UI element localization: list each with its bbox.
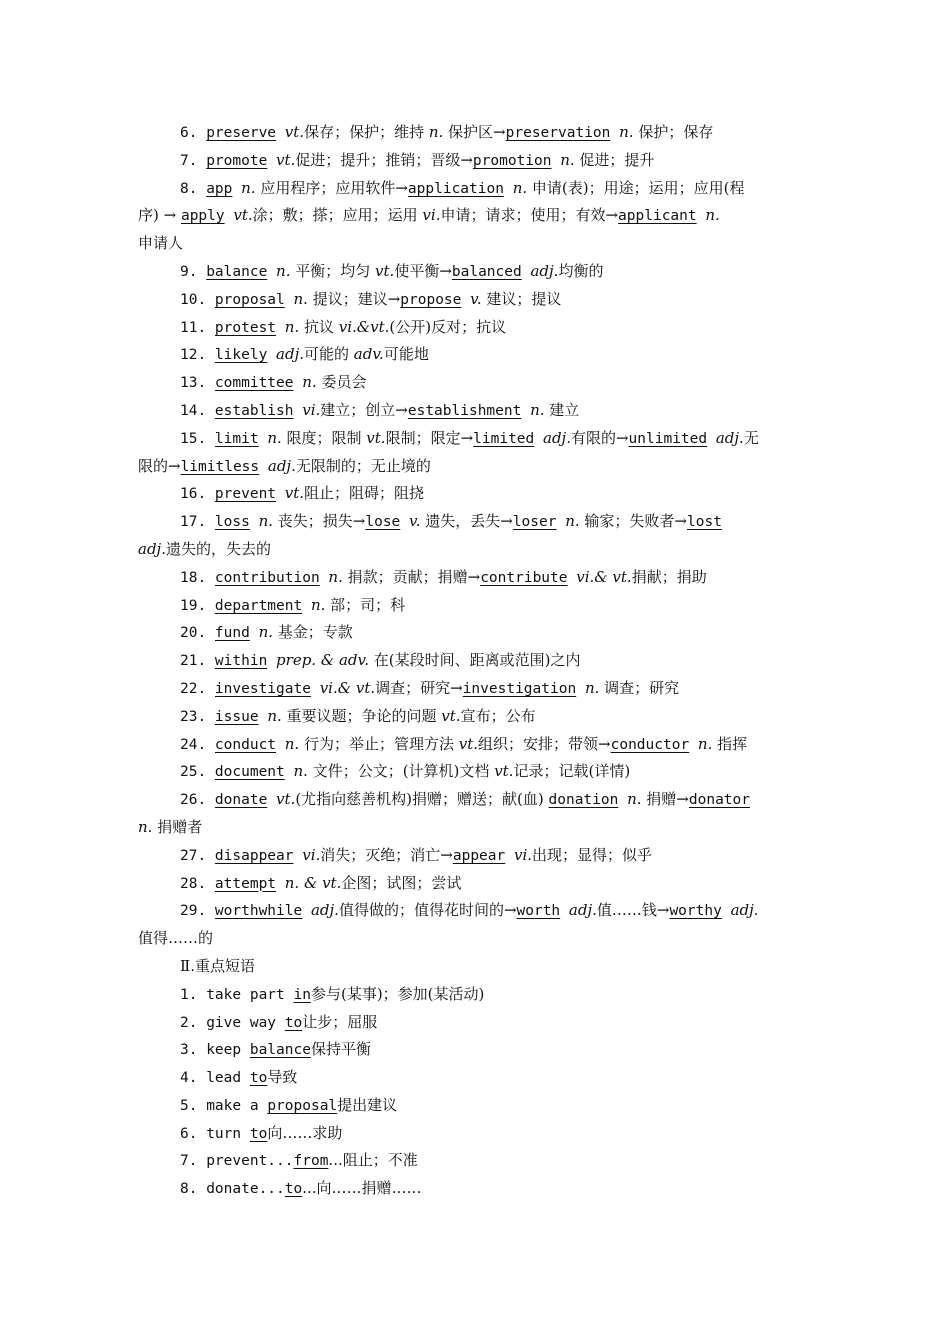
definition-text bbox=[294, 375, 303, 391]
definition-text: 值得做的；值得花时间的→ bbox=[338, 901, 517, 920]
part-of-speech: n. bbox=[705, 206, 720, 225]
definition-text: ...阻止；不准 bbox=[328, 1151, 418, 1170]
section-heading-phrases: Ⅱ.重点短语 bbox=[180, 956, 255, 975]
definition-text bbox=[722, 903, 731, 919]
part-of-speech: n. bbox=[310, 595, 326, 614]
definition-text: 让步；屈服 bbox=[302, 1012, 378, 1031]
definition-text: 12. bbox=[180, 347, 215, 364]
part-of-speech: vt. bbox=[276, 790, 296, 809]
phrase-line bbox=[138, 1064, 818, 1092]
text-line bbox=[138, 870, 818, 898]
vocab-word: preserve bbox=[206, 125, 277, 141]
vocab-word: limitless bbox=[180, 458, 260, 475]
vocab-word: establish bbox=[214, 402, 294, 419]
definition-text: 建立 bbox=[544, 400, 580, 419]
part-of-speech: n. & vt. bbox=[284, 873, 342, 892]
part-of-speech: adj. bbox=[138, 539, 166, 558]
part-of-speech: adj. bbox=[310, 901, 339, 920]
vocab-word: issue bbox=[214, 708, 259, 725]
part-of-speech: n. bbox=[284, 317, 300, 336]
part-of-speech: vt. bbox=[284, 123, 305, 141]
definition-text: 部；司；科 bbox=[325, 595, 406, 614]
definition-text: 21. bbox=[180, 653, 215, 670]
text-line bbox=[138, 119, 818, 147]
part-of-speech: vt. bbox=[441, 706, 461, 725]
definition-text: 23. bbox=[180, 708, 215, 725]
part-of-speech: adj. bbox=[543, 428, 571, 447]
definition-text bbox=[576, 681, 585, 697]
definition-text: 18. bbox=[180, 569, 215, 586]
vocab-word: appear bbox=[452, 847, 506, 864]
definition-text bbox=[259, 709, 268, 725]
text-line bbox=[138, 425, 818, 453]
definition-text: 13. bbox=[180, 375, 215, 392]
definition-text: 提出建议 bbox=[337, 1095, 398, 1114]
definition-text bbox=[618, 792, 627, 808]
vocab-word: establishment bbox=[407, 402, 522, 419]
definition-text: 申请(表)；用途；运用；应用(程 bbox=[527, 178, 745, 197]
definition-text: 调查；研究 bbox=[599, 678, 680, 697]
definition-text: 捐赠者 bbox=[152, 817, 203, 836]
part-of-speech: n. bbox=[428, 123, 444, 141]
definition-text: 22. bbox=[180, 680, 215, 697]
part-of-speech: vi.& vt. bbox=[319, 678, 376, 697]
definition-text: 涂；敷；搽；应用；运用 bbox=[252, 206, 423, 225]
vocab-word: balance bbox=[206, 263, 268, 280]
vocabulary-list bbox=[138, 119, 818, 953]
definition-text: 值得……的 bbox=[138, 929, 214, 948]
definition-text: 指挥 bbox=[712, 734, 748, 753]
vocab-word: in bbox=[293, 986, 311, 1003]
part-of-speech: n. bbox=[328, 567, 343, 586]
definition-text: 捐献；捐助 bbox=[631, 567, 707, 586]
definition-text: 阻止；阻碍；阻挠 bbox=[304, 484, 425, 503]
definition-text: 申请人 bbox=[138, 234, 184, 253]
part-of-speech: vi. bbox=[513, 845, 533, 864]
definition-text: 24. bbox=[180, 736, 215, 753]
part-of-speech: n. bbox=[258, 623, 274, 642]
vocab-word: apply bbox=[180, 208, 225, 225]
definition-text: 20. bbox=[180, 625, 215, 642]
document-content bbox=[138, 119, 818, 1203]
vocab-word: donate bbox=[214, 792, 268, 809]
part-of-speech: n. bbox=[697, 734, 713, 753]
definition-text bbox=[276, 486, 285, 502]
part-of-speech: n. bbox=[530, 400, 545, 419]
vocab-word: proposal bbox=[267, 1097, 338, 1114]
definition-text: 建议；提议 bbox=[481, 289, 562, 308]
vocab-word: applicant bbox=[618, 208, 697, 225]
phrase-line bbox=[138, 1175, 818, 1203]
definition-text bbox=[556, 514, 565, 530]
text-line bbox=[138, 814, 818, 842]
definition-text: 抗议 bbox=[299, 317, 339, 336]
vocab-word: unlimited bbox=[628, 430, 708, 447]
vocab-word: preservation bbox=[505, 125, 611, 141]
part-of-speech: n. bbox=[302, 373, 317, 392]
definition-text: 值……钱→ bbox=[596, 901, 670, 920]
definition-text: 保持平衡 bbox=[310, 1040, 371, 1059]
part-of-speech: vt. bbox=[284, 484, 305, 503]
definition-text: 可能的 bbox=[304, 345, 354, 364]
definition-text: 5. make a bbox=[180, 1097, 268, 1114]
vocab-word: app bbox=[206, 180, 233, 197]
vocab-word: to bbox=[249, 1125, 268, 1142]
definition-text bbox=[250, 625, 259, 641]
definition-text: 重要议题；争论的问题 bbox=[281, 706, 442, 725]
text-line bbox=[138, 175, 818, 203]
definition-text: 3. keep bbox=[180, 1042, 250, 1059]
definition-text: 应用程序；应用软件→ bbox=[255, 178, 408, 197]
definition-text: 16. bbox=[180, 486, 215, 503]
part-of-speech: n. bbox=[258, 512, 274, 531]
text-line bbox=[138, 536, 818, 564]
text-line bbox=[138, 897, 818, 925]
part-of-speech: n. bbox=[584, 678, 600, 697]
part-of-speech: n. bbox=[138, 817, 153, 836]
definition-text: 行为；举止；管理方法 bbox=[299, 734, 459, 753]
definition-text: 向……求助 bbox=[267, 1123, 343, 1142]
definition-text: 遗失的，失去的 bbox=[165, 539, 271, 558]
definition-text: 限度；限制 bbox=[281, 428, 367, 447]
text-line bbox=[138, 508, 818, 536]
vocab-word: lose bbox=[365, 514, 401, 531]
phrase-line bbox=[138, 1147, 818, 1175]
vocab-word: conduct bbox=[214, 736, 277, 753]
vocab-word: worthwhile bbox=[214, 903, 303, 920]
definition-text bbox=[568, 570, 577, 586]
definition-text bbox=[285, 764, 294, 780]
vocab-word: contribute bbox=[480, 569, 568, 586]
text-line bbox=[138, 397, 818, 425]
text-line bbox=[138, 258, 818, 286]
definition-text bbox=[250, 514, 259, 530]
text-line bbox=[138, 341, 818, 369]
definition-text: 宣布；公布 bbox=[460, 706, 536, 725]
definition-text: 导致 bbox=[267, 1068, 298, 1087]
vocab-word: to bbox=[284, 1014, 303, 1031]
part-of-speech: adv. bbox=[353, 345, 384, 364]
definition-text: 4. lead bbox=[180, 1070, 250, 1087]
definition-text: 基金；专款 bbox=[273, 623, 353, 642]
definition-text: 保护区→ bbox=[443, 123, 506, 141]
definition-text: 7. prevent... bbox=[180, 1153, 294, 1170]
vocab-word: propose bbox=[400, 291, 462, 308]
definition-text: 6. turn bbox=[180, 1125, 250, 1142]
text-line bbox=[138, 202, 818, 230]
phrase-line bbox=[138, 1009, 818, 1037]
definition-text: 限的→ bbox=[138, 456, 181, 475]
vocab-word: committee bbox=[214, 375, 294, 392]
definition-text bbox=[311, 681, 320, 697]
vocab-word: worth bbox=[516, 903, 561, 920]
definition-text bbox=[276, 125, 285, 141]
part-of-speech: n. bbox=[293, 289, 308, 308]
vocab-word: protest bbox=[214, 319, 277, 336]
vocab-word: to bbox=[249, 1070, 268, 1087]
definition-text bbox=[232, 181, 241, 197]
vocab-word: loser bbox=[512, 514, 557, 531]
part-of-speech: vt. bbox=[276, 150, 296, 169]
part-of-speech: adj. bbox=[276, 345, 305, 364]
definition-text bbox=[707, 431, 716, 447]
part-of-speech: vt. bbox=[233, 206, 253, 225]
phrase-line bbox=[138, 1092, 818, 1120]
definition-text: 促进；提升；推销；晋级→ bbox=[295, 150, 473, 169]
definition-text: 记录；记载(详情) bbox=[513, 762, 631, 781]
vocab-word: limit bbox=[214, 430, 259, 447]
vocab-word: worthy bbox=[669, 903, 722, 920]
definition-text: 27. bbox=[180, 847, 215, 864]
vocab-word: investigation bbox=[462, 680, 577, 697]
definition-text bbox=[400, 514, 409, 530]
definition-text: 无 bbox=[743, 428, 759, 447]
definition-text: 使平衡→ bbox=[394, 261, 452, 280]
definition-text bbox=[294, 403, 303, 419]
text-line bbox=[138, 786, 818, 814]
definition-text: 17. bbox=[180, 514, 215, 531]
definition-text: 捐款；贡献；捐赠→ bbox=[342, 567, 481, 586]
vocab-word: contribution bbox=[214, 569, 320, 586]
definition-text bbox=[504, 181, 513, 197]
part-of-speech: prep. & adv. bbox=[276, 651, 369, 670]
vocab-word: lost bbox=[687, 514, 722, 531]
text-line bbox=[138, 842, 818, 870]
part-of-speech: v. bbox=[470, 289, 482, 308]
definition-text bbox=[551, 153, 560, 169]
definition-text: 8. bbox=[180, 180, 207, 197]
definition-text: 均衡的 bbox=[558, 261, 604, 280]
text-line bbox=[138, 647, 818, 675]
definition-text: 29. bbox=[180, 903, 215, 920]
text-line bbox=[138, 286, 818, 314]
definition-text: 保存；保护；维持 bbox=[304, 123, 429, 141]
vocab-word: donation bbox=[548, 792, 619, 809]
definition-text bbox=[461, 292, 470, 308]
definition-text: 遗失，丢失→ bbox=[420, 512, 513, 531]
part-of-speech: n. bbox=[619, 123, 634, 141]
definition-text: 25. bbox=[180, 764, 215, 781]
text-line bbox=[138, 925, 818, 953]
definition-text: 28. bbox=[180, 875, 215, 892]
definition-text bbox=[276, 876, 285, 892]
definition-text bbox=[285, 292, 294, 308]
vocab-word: conductor bbox=[610, 736, 690, 753]
vocab-word: loss bbox=[214, 514, 250, 531]
text-line bbox=[138, 564, 818, 592]
definition-text: 提议；建议→ bbox=[307, 289, 401, 308]
vocab-word: disappear bbox=[214, 847, 294, 864]
definition-text: 促进；提升 bbox=[574, 150, 655, 169]
text-line bbox=[138, 592, 818, 620]
text-line bbox=[138, 731, 818, 759]
text-line bbox=[138, 230, 818, 258]
part-of-speech: n. bbox=[627, 790, 642, 809]
vocab-word: likely bbox=[214, 347, 268, 364]
vocab-word: to bbox=[284, 1181, 303, 1198]
part-of-speech: n. bbox=[241, 178, 256, 197]
definition-text: 10. bbox=[180, 291, 215, 308]
vocab-word: limited bbox=[473, 430, 535, 447]
vocab-word: promotion bbox=[472, 152, 552, 169]
definition-text: 限制；限定→ bbox=[385, 428, 474, 447]
definition-text: 出现；显得；似乎 bbox=[532, 845, 653, 864]
definition-text: 委员会 bbox=[316, 373, 367, 392]
part-of-speech: adj. bbox=[715, 428, 744, 447]
definition-text: 丧失；损失→ bbox=[273, 512, 366, 531]
definition-text bbox=[560, 903, 569, 919]
definition-text: 1. take part bbox=[180, 986, 294, 1003]
vocab-word: proposal bbox=[214, 291, 285, 308]
definition-text bbox=[505, 848, 514, 864]
part-of-speech: v. bbox=[409, 512, 421, 531]
definition-text: 平衡；均匀 bbox=[290, 261, 376, 280]
definition-text: ...向……捐赠…… bbox=[302, 1179, 422, 1198]
definition-text bbox=[259, 431, 268, 447]
definition-text bbox=[259, 459, 268, 475]
vocab-word: attempt bbox=[214, 875, 277, 892]
phrase-line bbox=[138, 981, 818, 1009]
definition-text: 15. bbox=[180, 430, 215, 447]
vocab-word: document bbox=[214, 764, 285, 781]
definition-text: 有限的→ bbox=[570, 428, 629, 447]
definition-text bbox=[267, 347, 276, 363]
definition-text bbox=[294, 848, 303, 864]
text-line bbox=[138, 147, 818, 175]
phrase-line bbox=[138, 1036, 818, 1064]
definition-text: 文件；公文；(计算机)文档 bbox=[307, 762, 495, 781]
part-of-speech: adj. bbox=[730, 901, 759, 920]
definition-text: 企图；试图；尝试 bbox=[341, 873, 462, 892]
text-line bbox=[138, 703, 818, 731]
definition-text: (公开)反对；抗议 bbox=[389, 317, 507, 336]
text-line bbox=[138, 675, 818, 703]
part-of-speech: adj. bbox=[530, 261, 559, 280]
part-of-speech: vi. bbox=[302, 400, 321, 419]
text-line bbox=[138, 758, 818, 786]
part-of-speech: n. bbox=[512, 178, 528, 197]
definition-text: 建立；创立→ bbox=[320, 400, 408, 419]
definition-text bbox=[534, 431, 543, 447]
vocab-word: balance bbox=[249, 1042, 311, 1059]
vocab-word: balanced bbox=[451, 263, 522, 280]
part-of-speech: adj. bbox=[267, 456, 296, 475]
part-of-speech: adj. bbox=[568, 901, 597, 920]
definition-text: 参与(某事)；参加(某活动) bbox=[310, 984, 485, 1003]
phrase-list bbox=[138, 981, 818, 1203]
vocab-word: from bbox=[293, 1153, 329, 1170]
part-of-speech: n. bbox=[293, 762, 308, 781]
definition-text: 组织；安排；带领→ bbox=[478, 734, 611, 753]
part-of-speech: vt. bbox=[366, 428, 386, 447]
definition-text: 26. bbox=[180, 792, 215, 809]
definition-text: 输家；失败者→ bbox=[579, 512, 687, 531]
vocab-word: donator bbox=[688, 792, 750, 809]
definition-text: 序) → bbox=[138, 206, 181, 225]
definition-text: 保护；保存 bbox=[633, 123, 714, 141]
part-of-speech: n. bbox=[276, 261, 291, 280]
definition-text: (尤指向慈善机构)捐赠；赠送；献(血) bbox=[295, 790, 549, 809]
definition-text: 8. donate... bbox=[180, 1181, 285, 1198]
definition-text bbox=[302, 598, 311, 614]
vocab-word: fund bbox=[214, 625, 250, 642]
vocab-word: within bbox=[214, 653, 268, 670]
vocab-word: prevent bbox=[214, 486, 277, 503]
part-of-speech: vt. bbox=[458, 734, 479, 753]
definition-text: 14. bbox=[180, 402, 215, 419]
definition-text: 在(某段时间、距离或范围)之内 bbox=[368, 651, 581, 670]
definition-text: 消失；灭绝；消亡→ bbox=[320, 845, 453, 864]
definition-text bbox=[689, 737, 698, 753]
text-line bbox=[138, 369, 818, 397]
definition-text bbox=[610, 125, 619, 141]
definition-text: 19. bbox=[180, 597, 215, 614]
definition-text: 申请；请求；使用；有效→ bbox=[440, 206, 619, 225]
part-of-speech: vi. bbox=[302, 845, 321, 864]
part-of-speech: vi.& vt. bbox=[576, 567, 632, 586]
definition-text: 7. bbox=[180, 152, 207, 169]
definition-text: 6. bbox=[180, 125, 207, 141]
definition-text bbox=[267, 153, 276, 169]
part-of-speech: n. bbox=[267, 706, 282, 725]
definition-text: 捐赠→ bbox=[641, 790, 689, 809]
definition-text bbox=[267, 264, 276, 280]
definition-text: 9. bbox=[180, 263, 207, 280]
vocab-word: promote bbox=[206, 152, 268, 169]
part-of-speech: n. bbox=[560, 150, 575, 169]
definition-text bbox=[267, 792, 276, 808]
vocab-word: department bbox=[214, 597, 303, 614]
part-of-speech: vi. bbox=[422, 206, 441, 225]
definition-text: 可能地 bbox=[383, 345, 429, 364]
part-of-speech: n. bbox=[565, 512, 580, 531]
text-line bbox=[138, 314, 818, 342]
definition-text bbox=[276, 320, 285, 336]
definition-text bbox=[302, 903, 311, 919]
part-of-speech: vi.&vt. bbox=[338, 317, 390, 336]
definition-text bbox=[276, 737, 285, 753]
vocab-word: investigate bbox=[214, 680, 311, 697]
phrase-line bbox=[138, 1120, 818, 1148]
text-line bbox=[138, 480, 818, 508]
part-of-speech: vt. bbox=[494, 762, 514, 781]
text-line bbox=[138, 619, 818, 647]
definition-text bbox=[267, 653, 276, 669]
text-line bbox=[138, 453, 818, 481]
definition-text: 调查；研究→ bbox=[375, 678, 463, 697]
definition-text: 2. give way bbox=[180, 1014, 285, 1031]
definition-text: 11. bbox=[180, 319, 215, 336]
part-of-speech: vt. bbox=[375, 261, 395, 280]
part-of-speech: n. bbox=[284, 734, 300, 753]
part-of-speech: n. bbox=[267, 428, 282, 447]
definition-text bbox=[521, 403, 530, 419]
vocab-word: application bbox=[407, 180, 504, 197]
definition-text: 无限制的；无止境的 bbox=[295, 456, 431, 475]
